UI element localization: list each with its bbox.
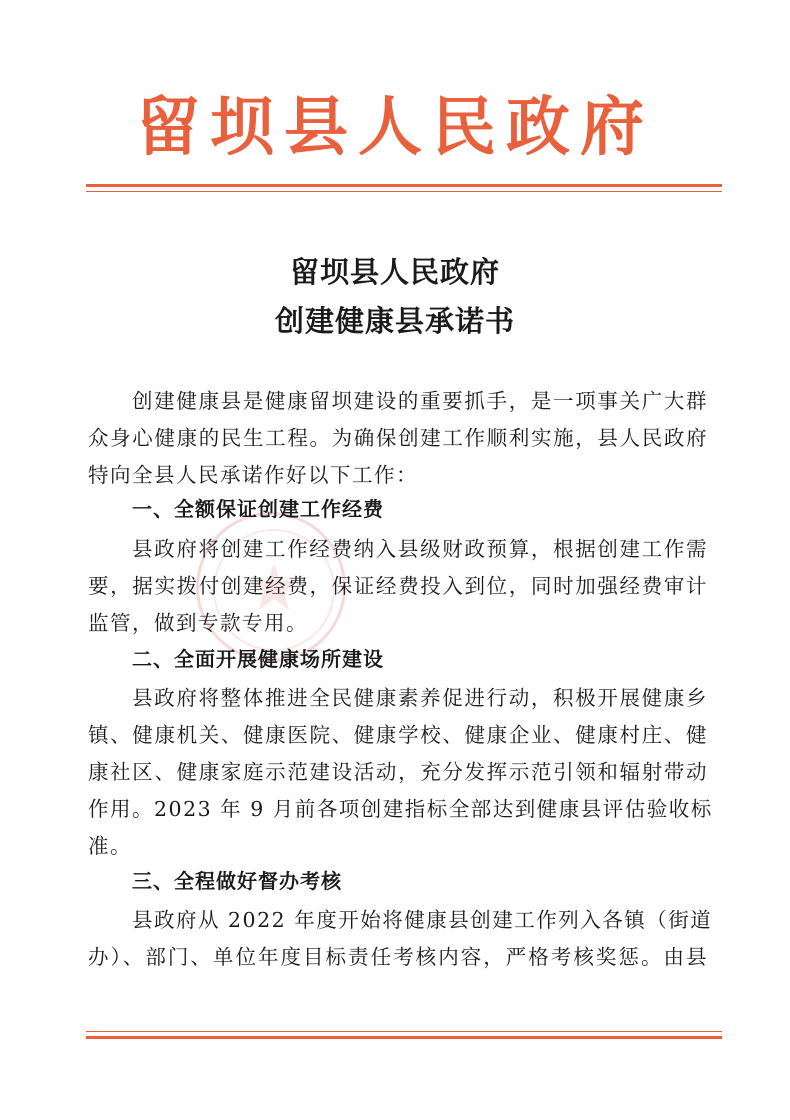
doc-title-line2: 创建健康县承诺书 <box>274 304 515 338</box>
section-line: 要，据实拨付创建经费，保证经费投入到位，同时加强经费审计 <box>88 574 708 598</box>
section-heading-1: 一、全额保证创建工作经费 <box>132 497 384 521</box>
masthead-org-name: 留坝县人民政府 <box>136 90 654 165</box>
masthead-rule-thick <box>86 184 722 187</box>
section-2-paragraph <box>88 680 713 865</box>
intro-line: 创建健康县是健康留坝建设的重要抓手，是一项事关广大群 <box>132 389 708 413</box>
footer-rule-thick <box>86 1036 722 1039</box>
section-1-paragraph <box>88 531 708 642</box>
intro-line: 众身心健康的民生工程。为确保创建工作顺利实施，县人民政府 <box>88 426 708 450</box>
section-line: 办）、部门、单位年度目标责任考核内容，严格考核奖惩。由县 <box>88 945 708 969</box>
doc-title-line1: 留坝县人民政府 <box>289 255 500 289</box>
section-line: 县政府将整体推进全民健康素养促进行动，积极开展健康乡 <box>132 686 708 710</box>
section-line: 康社区、健康家庭示范建设活动，充分发挥示范引领和辐射带动 <box>88 760 708 784</box>
footer-rule-thin <box>86 1031 722 1032</box>
section-line: 镇、健康机关、健康医院、健康学校、健康企业、健康村庄、健 <box>88 723 708 747</box>
section-3-paragraph <box>88 902 713 976</box>
section-line: 作用。2023 年 9 月前各项创建指标全部达到健康县评估验收标 <box>88 797 713 821</box>
intro-paragraph <box>88 383 708 494</box>
section-line: 县政府从 2022 年度开始将健康县创建工作列入各镇（街道 <box>132 908 713 932</box>
section-line: 县政府将创建工作经费纳入县级财政预算，根据创建工作需 <box>132 537 708 561</box>
section-heading-3: 三、全程做好督办考核 <box>132 869 342 893</box>
section-heading-2: 二、全面开展健康场所建设 <box>132 647 384 671</box>
masthead-rule-thin <box>86 191 722 192</box>
intro-line: 特向全县人民承诺作好以下工作： <box>88 463 418 487</box>
section-line: 准。 <box>88 834 132 858</box>
section-line: 监管，做到专款专用。 <box>88 611 308 635</box>
